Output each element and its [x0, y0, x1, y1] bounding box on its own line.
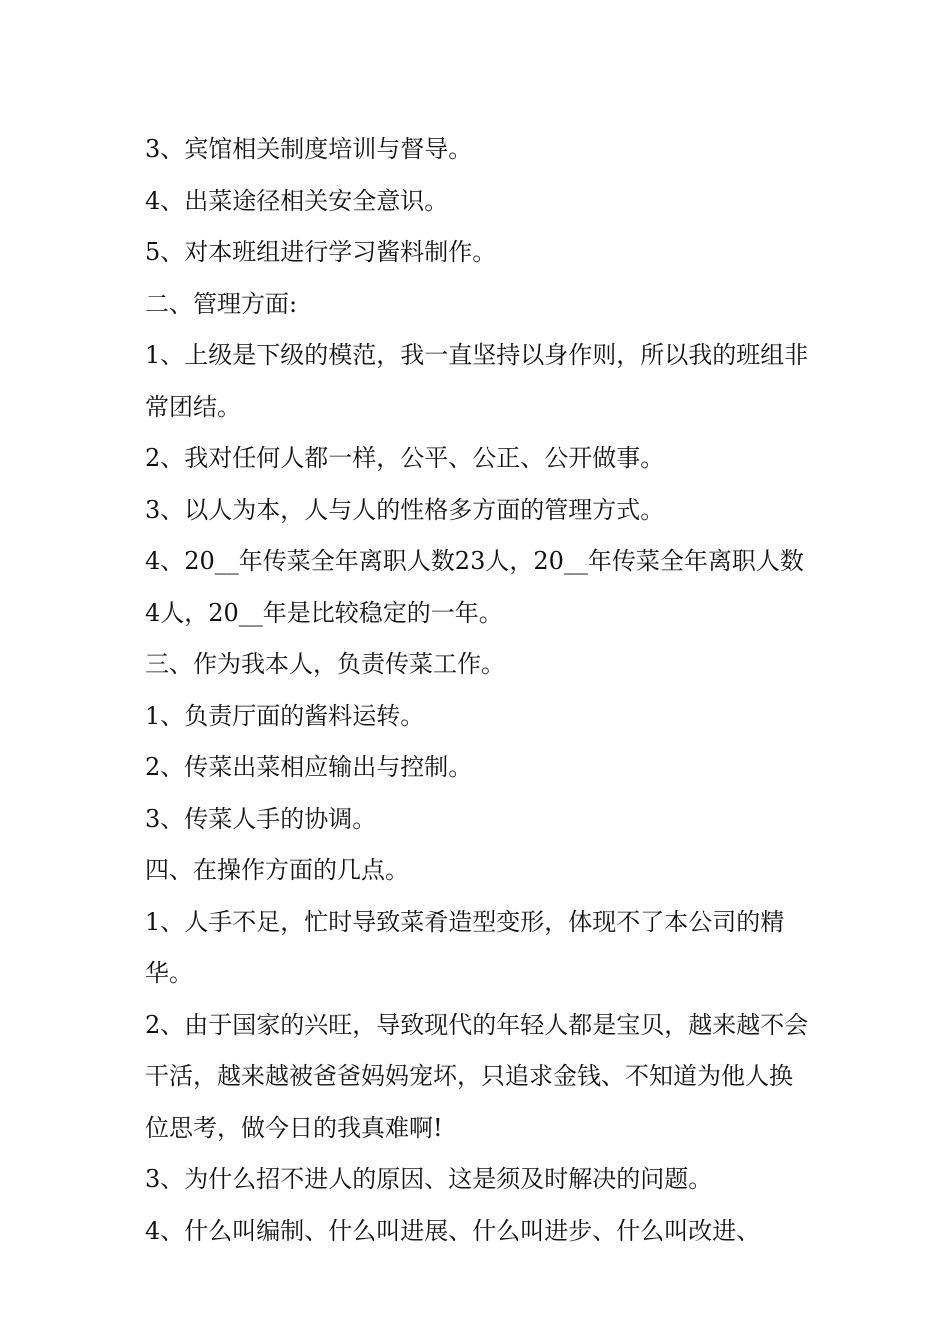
section-item: 2、传菜出菜相应输出与控制。	[145, 753, 473, 781]
section-item: 3、宾馆相关制度培训与督导。	[145, 135, 473, 163]
document-body	[145, 124, 810, 1257]
section-item: 3、传菜人手的协调。	[145, 804, 377, 833]
section-item: 1、负责厅面的酱料运转。	[145, 701, 425, 730]
section-item: 3、为什么招不进人的原因、这是须及时解决的问题。	[145, 1165, 713, 1193]
section-item: 1、上级是下级的模范，我一直坚持以身作则，所以我的班组非常团结。	[145, 341, 809, 421]
section-item: 4、什么叫编制、什么叫进展、什么叫进步、什么叫改进、	[145, 1216, 761, 1245]
section-item: 5、对本班组进行学习酱料制作。	[145, 238, 497, 266]
section-heading: 四、在操作方面的几点。	[145, 856, 409, 884]
section-heading: 二、管理方面:	[145, 289, 298, 318]
section-item: 1、人手不足，忙时导致菜肴造型变形，体现不了本公司的精华。	[145, 907, 785, 987]
section-item: 3、以人为本，人与人的性格多方面的管理方式。	[145, 495, 665, 524]
section-heading: 三、作为我本人，负责传菜工作。	[145, 650, 505, 678]
section-item: 2、由于国家的兴旺，导致现代的年轻人都是宝贝，越来越不会干活，越来越被爸爸妈妈宠坏，只追求金钱、不知道为他人换位思考，做今日的我真难啊!	[145, 1010, 809, 1142]
section-item: 4、20__年传菜全年离职人数23人，20__年传菜全年离职人数4人，20__年是比较稳定的一年。	[145, 547, 804, 627]
section-item: 4、出菜途径相关安全意识。	[145, 186, 449, 215]
section-item: 2、我对任何人都一样，公平、公正、公开做事。	[145, 444, 665, 472]
